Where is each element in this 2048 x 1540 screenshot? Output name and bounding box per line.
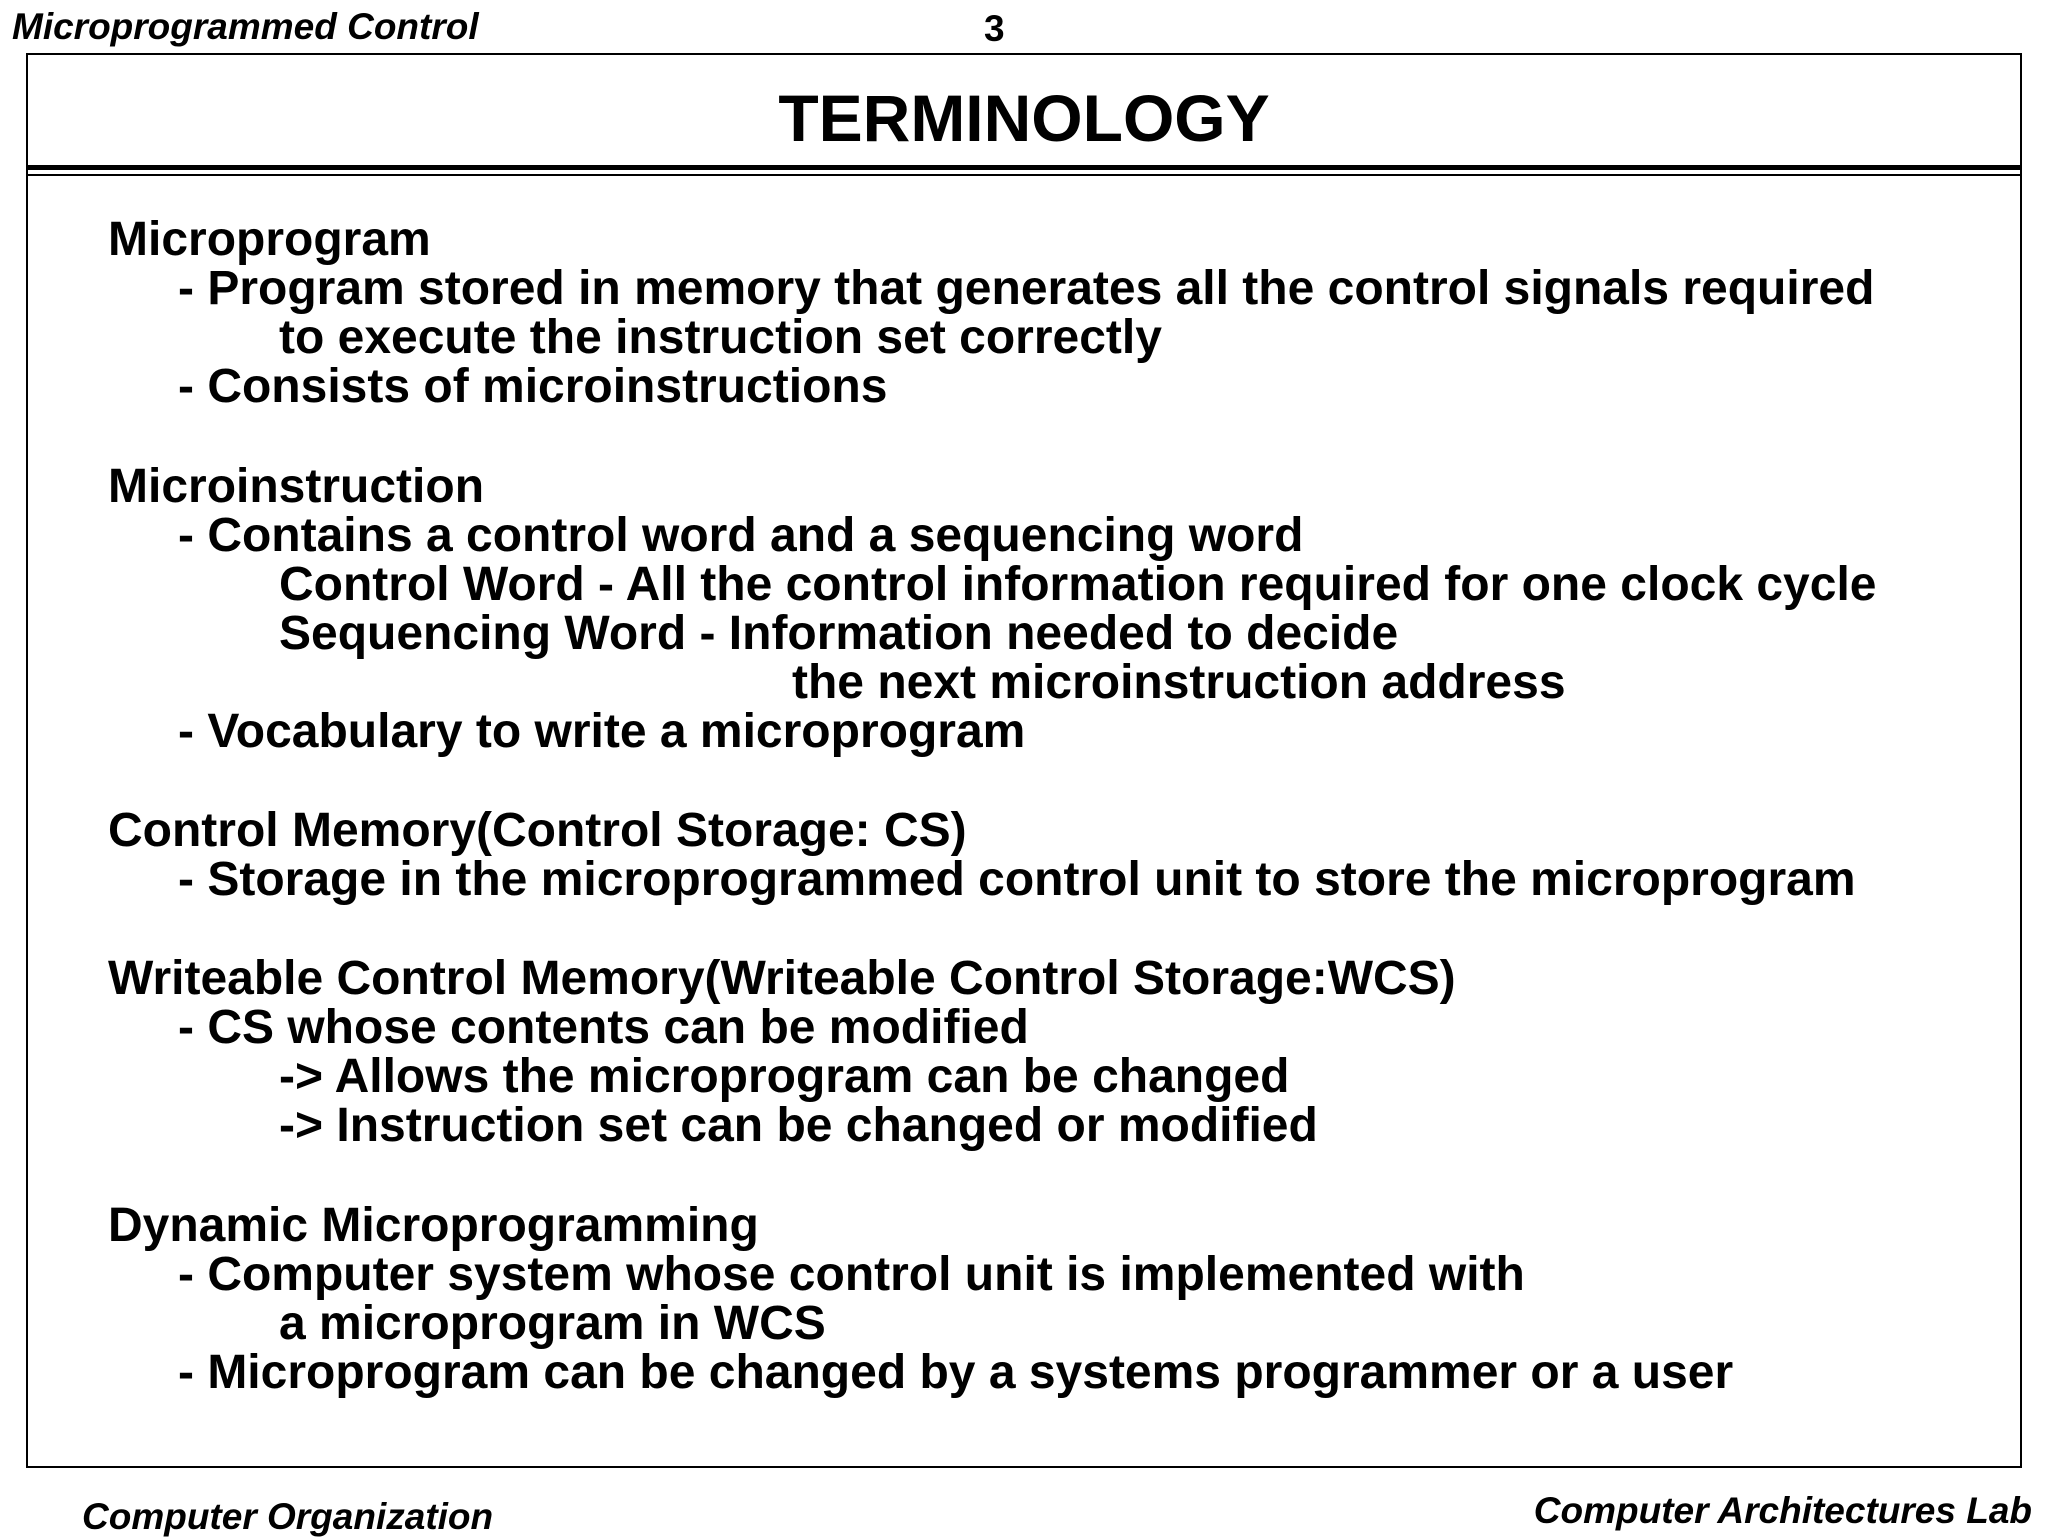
definition-line: -> Allows the microprogram can be changed bbox=[279, 1050, 1290, 1103]
definition-line: Sequencing Word - Information needed to decide bbox=[279, 607, 1399, 660]
definition-line: Control Word - All the control information required for one clock cycle bbox=[279, 558, 1877, 611]
definition-line: a microprogram in WCS bbox=[279, 1297, 826, 1350]
term-microprogram: Microprogram bbox=[108, 213, 431, 266]
term-control-memory: Control Memory(Control Storage: CS) bbox=[108, 804, 967, 857]
definition-line: - Consists of microinstructions bbox=[178, 360, 888, 413]
definition-line: to execute the instruction set correctly bbox=[279, 311, 1162, 364]
definition-line: the next microinstruction address bbox=[792, 656, 1566, 709]
title-divider-thick bbox=[26, 165, 2022, 170]
term-writeable-control-memory: Writeable Control Memory(Writeable Control Storage:WCS) bbox=[108, 952, 1456, 1005]
header-topic: Microprogrammed Control bbox=[12, 6, 479, 47]
term-dynamic-microprogramming: Dynamic Microprogramming bbox=[108, 1199, 759, 1252]
footer-course: Computer Organization bbox=[82, 1496, 494, 1537]
page-number: 3 bbox=[984, 8, 1005, 49]
definition-line: - Computer system whose control unit is implemented with bbox=[178, 1248, 1525, 1301]
definition-line: - Contains a control word and a sequencing word bbox=[178, 509, 1304, 562]
definition-line: - Program stored in memory that generates all the control signals required bbox=[178, 262, 1875, 315]
definition-line: -> Instruction set can be changed or modified bbox=[279, 1099, 1318, 1152]
slide-title: TERMINOLOGY bbox=[778, 81, 1270, 155]
title-divider-thin bbox=[26, 174, 2022, 176]
definition-line: - Storage in the microprogrammed control unit to store the microprogram bbox=[178, 853, 1856, 906]
definition-line: - Vocabulary to write a microprogram bbox=[178, 705, 1026, 758]
definition-line: - Microprogram can be changed by a systems programmer or a user bbox=[178, 1346, 1734, 1399]
term-microinstruction: Microinstruction bbox=[108, 460, 485, 513]
footer-lab: Computer Architectures Lab bbox=[1533, 1490, 2032, 1531]
definition-line: - CS whose contents can be modified bbox=[178, 1001, 1029, 1054]
